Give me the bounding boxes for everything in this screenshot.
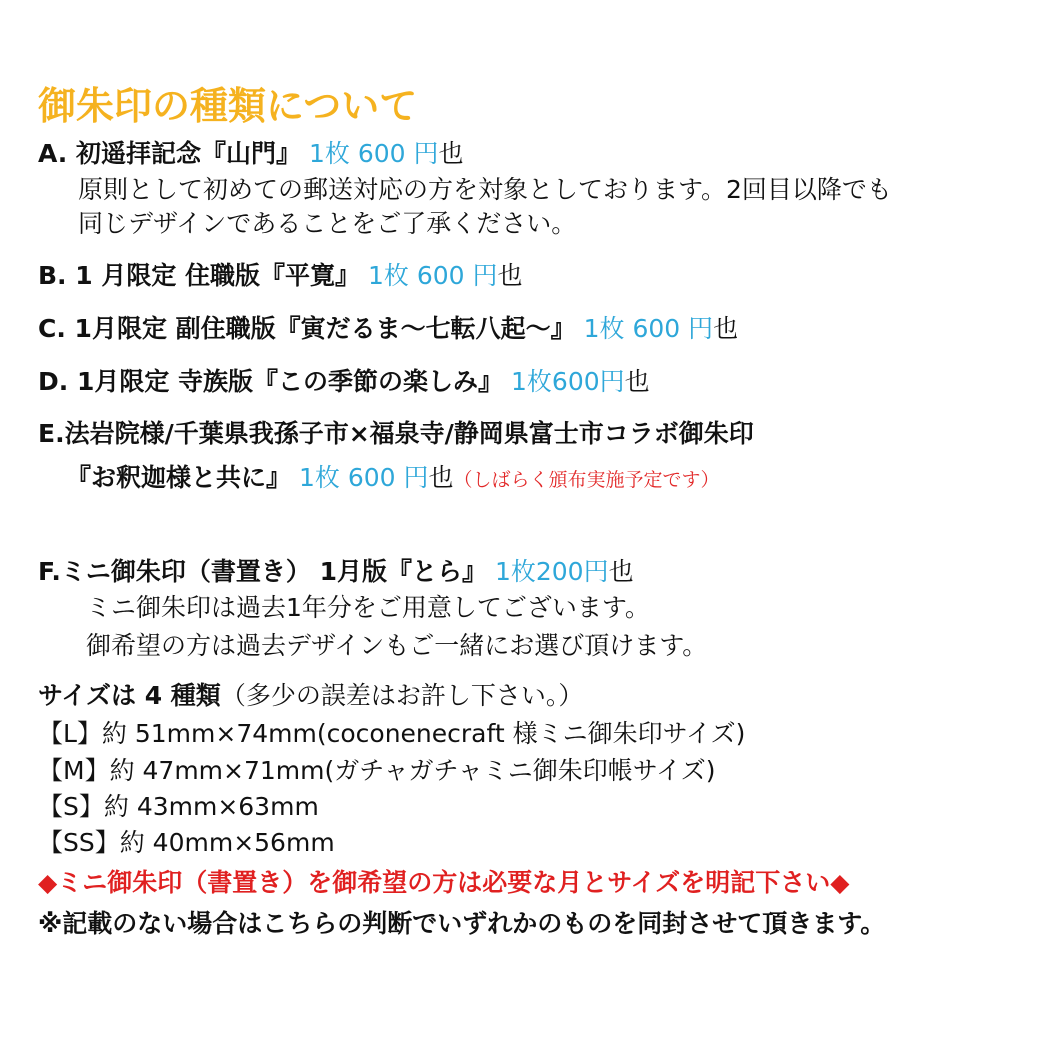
item-e-line-2 (66, 462, 720, 496)
item-e-suffix: 也 (428, 463, 454, 492)
sizes-heading-line (38, 680, 583, 712)
notice-request: ◆ミニ御朱印（書置き）を御希望の方は必要な月とサイズを明記下さい◆ (38, 868, 850, 897)
item-b-price: 1枚 600 円 (368, 261, 498, 290)
notice-fallback: ※記載のない場合はこちらの判断でいずれかのものを同封させて頂きます。 (38, 909, 886, 938)
item-e-price: 1枚 600 円 (298, 463, 429, 492)
item-c-suffix: 也 (713, 314, 739, 343)
size-m: 【M】約 47mm×71mm(ガチャガチャミニ御朱印帳サイズ) (38, 756, 716, 785)
size-l: 【L】約 51mm×74mm(coconenecraft 様ミニ御朱印サイズ) (38, 719, 746, 748)
item-b (38, 260, 523, 292)
item-e-label-2: 『お釈迦様と共に』 (66, 463, 292, 492)
item-a-suffix: 也 (438, 139, 464, 168)
item-f-desc-1: ミニ御朱印は過去1年分をご用意してございます。 (86, 593, 650, 622)
item-b-label: B. 1 月限定 住職版『平寛』 (38, 261, 361, 290)
size-ss: 【SS】約 40mm×56mm (38, 828, 335, 857)
item-a-desc-2: 同じデザインであることをご了承ください。 (78, 209, 577, 238)
item-a (38, 138, 464, 170)
page-title: 御朱印の種類について (38, 84, 418, 128)
item-d (38, 366, 650, 398)
item-e-note: （しばらく頒布実施予定です） (453, 469, 720, 491)
size-s: 【S】約 43mm×63mm (38, 792, 319, 821)
item-c-price: 1枚 600 円 (583, 314, 714, 343)
item-f-price: 1枚200円 (494, 557, 609, 586)
item-f-label: F.ミニ御朱印（書置き） 1月版『とら』 (38, 557, 488, 586)
item-e-label-1: E.法岩院様/千葉県我孫子市×福泉寺/静岡県富士市コラボ御朱印 (38, 419, 754, 448)
item-d-price: 1枚600円 (511, 367, 625, 396)
item-f-suffix: 也 (608, 557, 634, 586)
item-d-suffix: 也 (624, 367, 650, 396)
item-c-label: C. 1月限定 副住職版『寅だるま〜七転八起〜』 (38, 314, 576, 343)
item-d-label: D. 1月限定 寺族版『この季節の楽しみ』 (38, 367, 504, 396)
sizes-heading-note: （多少の誤差はお許し下さい。） (220, 681, 584, 710)
item-f-desc-2: 御希望の方は過去デザインもご一緒にお選び頂けます。 (86, 631, 708, 660)
item-c (38, 313, 738, 345)
item-b-suffix: 也 (497, 261, 523, 290)
item-f (38, 556, 634, 588)
item-a-price: 1枚 600 円 (308, 139, 439, 168)
item-a-label: A. 初遥拝記念『山門』 (38, 139, 302, 168)
sizes-heading: サイズは 4 種類 (38, 681, 221, 710)
item-a-desc-1: 原則として初めての郵送対応の方を対象としております。2回目以降でも (78, 175, 892, 204)
